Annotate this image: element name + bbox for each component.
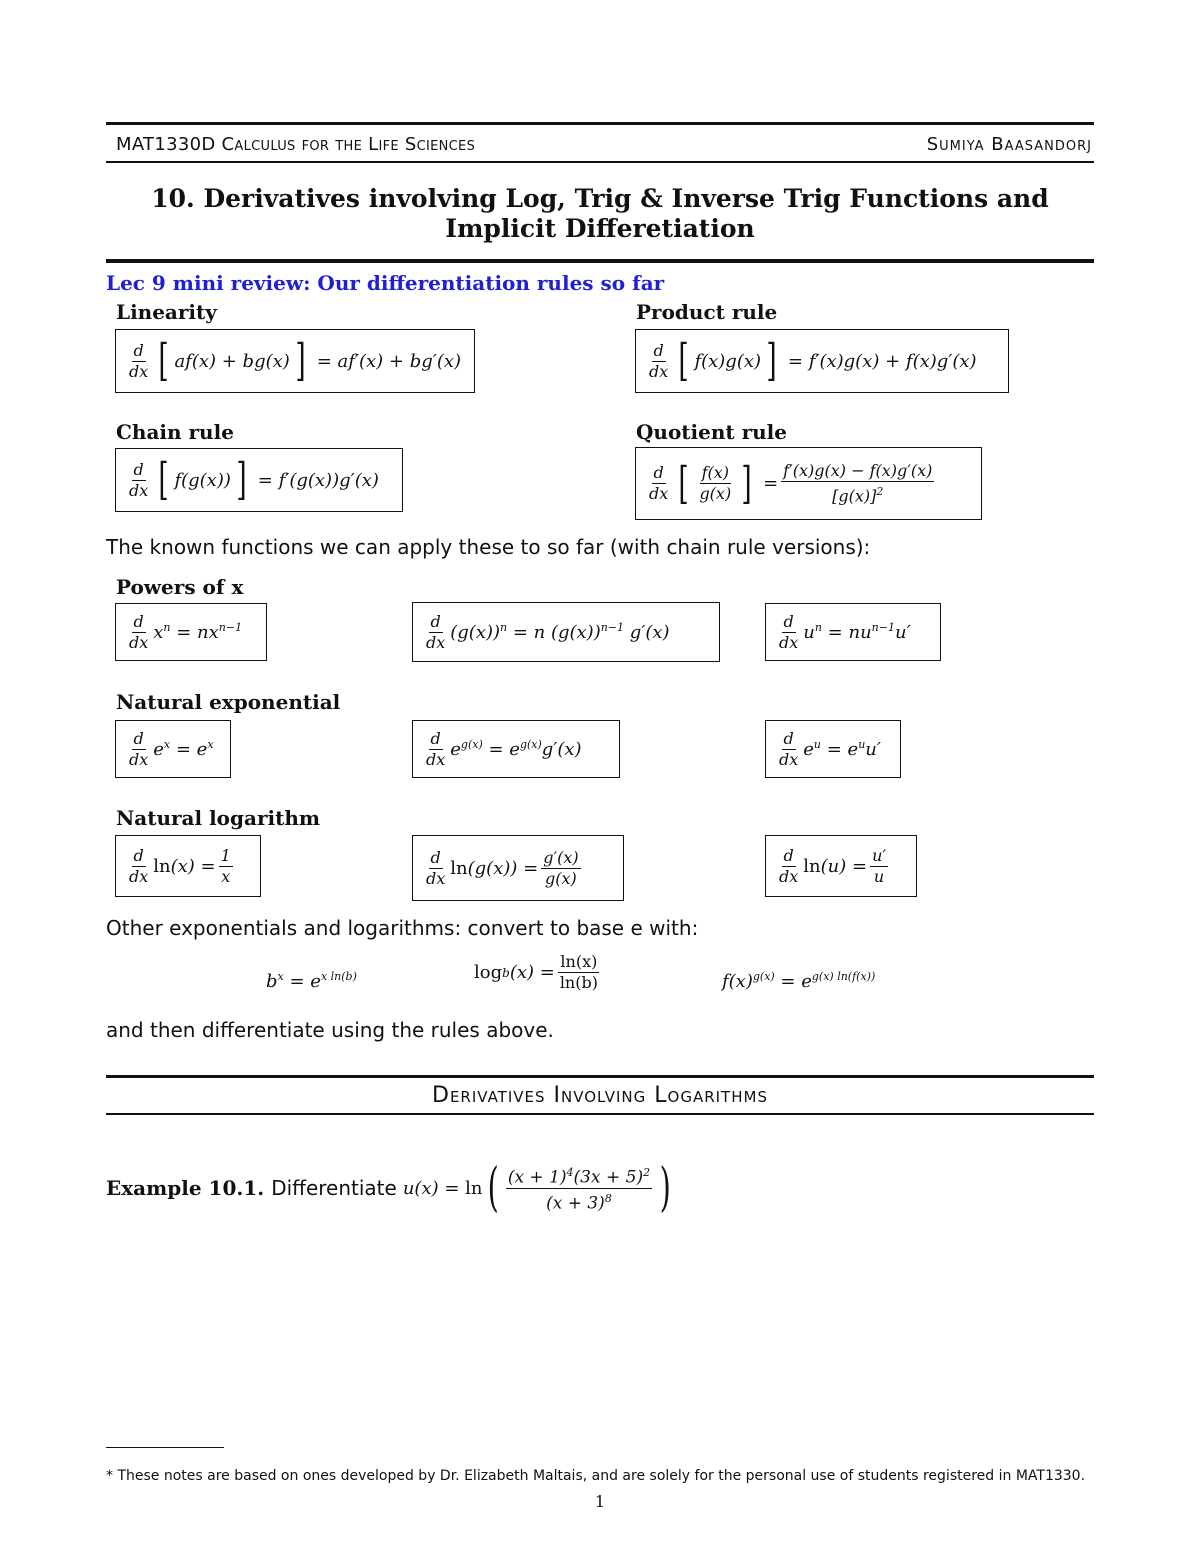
power-u-rule-box: $\frac{d}{dx}$ $u^n = nu^{n-1}u'$: [765, 603, 941, 661]
quotient-rule-formula-box: $\frac{d}{dx}$ [ $\frac{f(x)}{g(x)}$ ] = $\frac{f'(x)g(x) - f(x)g'(x)}{[g(x)]^2}$: [635, 447, 982, 520]
title-rule: [106, 259, 1094, 263]
other-intro: Other exponentials and logarithms: convert to base e with:: [106, 916, 699, 940]
then-text: and then differentiate using the rules above.: [106, 1018, 554, 1042]
conversion-general-power: $f(x)^{g(x)} = e^{g(x) ln(f(x))}$: [722, 970, 876, 992]
exponential-label: Natural exponential: [116, 690, 341, 714]
quotient-rule-label: Quotient rule: [636, 420, 788, 444]
footnote-rule: [106, 1447, 224, 1448]
exp-u-rule-box: $\frac{d}{dx}$ $e^u = e^uu'$: [765, 720, 901, 778]
exp-chain-rule-box: $\frac{d}{dx}$ $e^{g(x)} = e^{g(x)}g'(x)$: [412, 720, 620, 778]
header-bottom-rule: [106, 161, 1094, 163]
logarithm-label: Natural logarithm: [116, 806, 321, 830]
section-top-rule: [106, 1075, 1094, 1078]
linearity-label: Linearity: [116, 300, 217, 324]
conversion-exponential: $b^x = e^{x ln(b)}$: [266, 970, 357, 992]
section-bottom-rule: [106, 1113, 1094, 1115]
ln-rule-box: $\frac{d}{dx}$ ln (x) = $\frac{1}{x}$: [115, 835, 261, 897]
powers-label: Powers of x: [116, 575, 244, 599]
course-title: MAT1330D Calculus for the Life Sciences: [116, 134, 476, 155]
conversion-log: log b (x) = $\frac{\ln(x)}{\ln(b)}$: [474, 952, 598, 992]
author-name: Sumiya Baasandorj: [926, 134, 1092, 155]
product-rule-formula-box: $\frac{d}{dx}$ [ f(x)g(x) ] = f′(x)g(x) + f(x)g′(x): [635, 329, 1009, 393]
example-10-1: Example 10.1 . Differentiate u(x) = ln ( $\frac{(x + 1)^4(3x + 5)^2}{(x + 3)^8}$ ): [106, 1160, 675, 1216]
chain-rule-label: Chain rule: [116, 420, 234, 444]
ln-u-rule-box: $\frac{d}{dx}$ ln (u) = $\frac{u'}{u}$: [765, 835, 917, 897]
example-text: Differentiate: [271, 1176, 397, 1200]
known-functions-intro: The known functions we can apply these to so far (with chain rule versions):: [106, 535, 871, 559]
example-label: Example 10.1: [106, 1176, 258, 1200]
power-chain-rule-box: $\frac{d}{dx}$ $(g(x))^n = n$ $(g(x))^{n-1}$ g′(x): [412, 602, 720, 662]
product-rule-label: Product rule: [636, 300, 778, 324]
page-number: 1: [594, 1492, 606, 1511]
page-title: 10. Derivatives involving Log, Trig & Inverse Trig Functions and Implicit Differetiation: [151, 184, 1049, 243]
footnote: * These notes are based on ones developed by Dr. Elizabeth Maltais, and are solely for the personal use of students registered in MAT1330.: [106, 1468, 1086, 1484]
ln-chain-rule-box: $\frac{d}{dx}$ ln (g(x)) = $\frac{g'(x)}{g(x)}$: [412, 835, 624, 901]
review-heading: Lec 9 mini review: Our differentiation rules so far: [106, 271, 665, 295]
example-formula: u(x) = ln ( $\frac{(x + 1)^4(3x + 5)^2}{(x + 3)^8}$ ): [402, 1158, 671, 1218]
linearity-formula-box: $\frac{d}{dx}$ [ af(x) + bg(x) ] = af′(x) + bg′(x): [115, 329, 475, 393]
section-title: Derivatives Involving Logarithms: [432, 1083, 768, 1108]
exp-rule-box: $\frac{d}{dx}$ $e^x = e^x$: [115, 720, 231, 778]
chain-rule-formula-box: $\frac{d}{dx}$ [ f(g(x)) ] = f′(g(x))g′(x): [115, 448, 403, 512]
power-rule-box: $\frac{d}{dx}$ $x^n = nx^{n-1}$: [115, 603, 267, 661]
header-top-rule: [106, 122, 1094, 125]
